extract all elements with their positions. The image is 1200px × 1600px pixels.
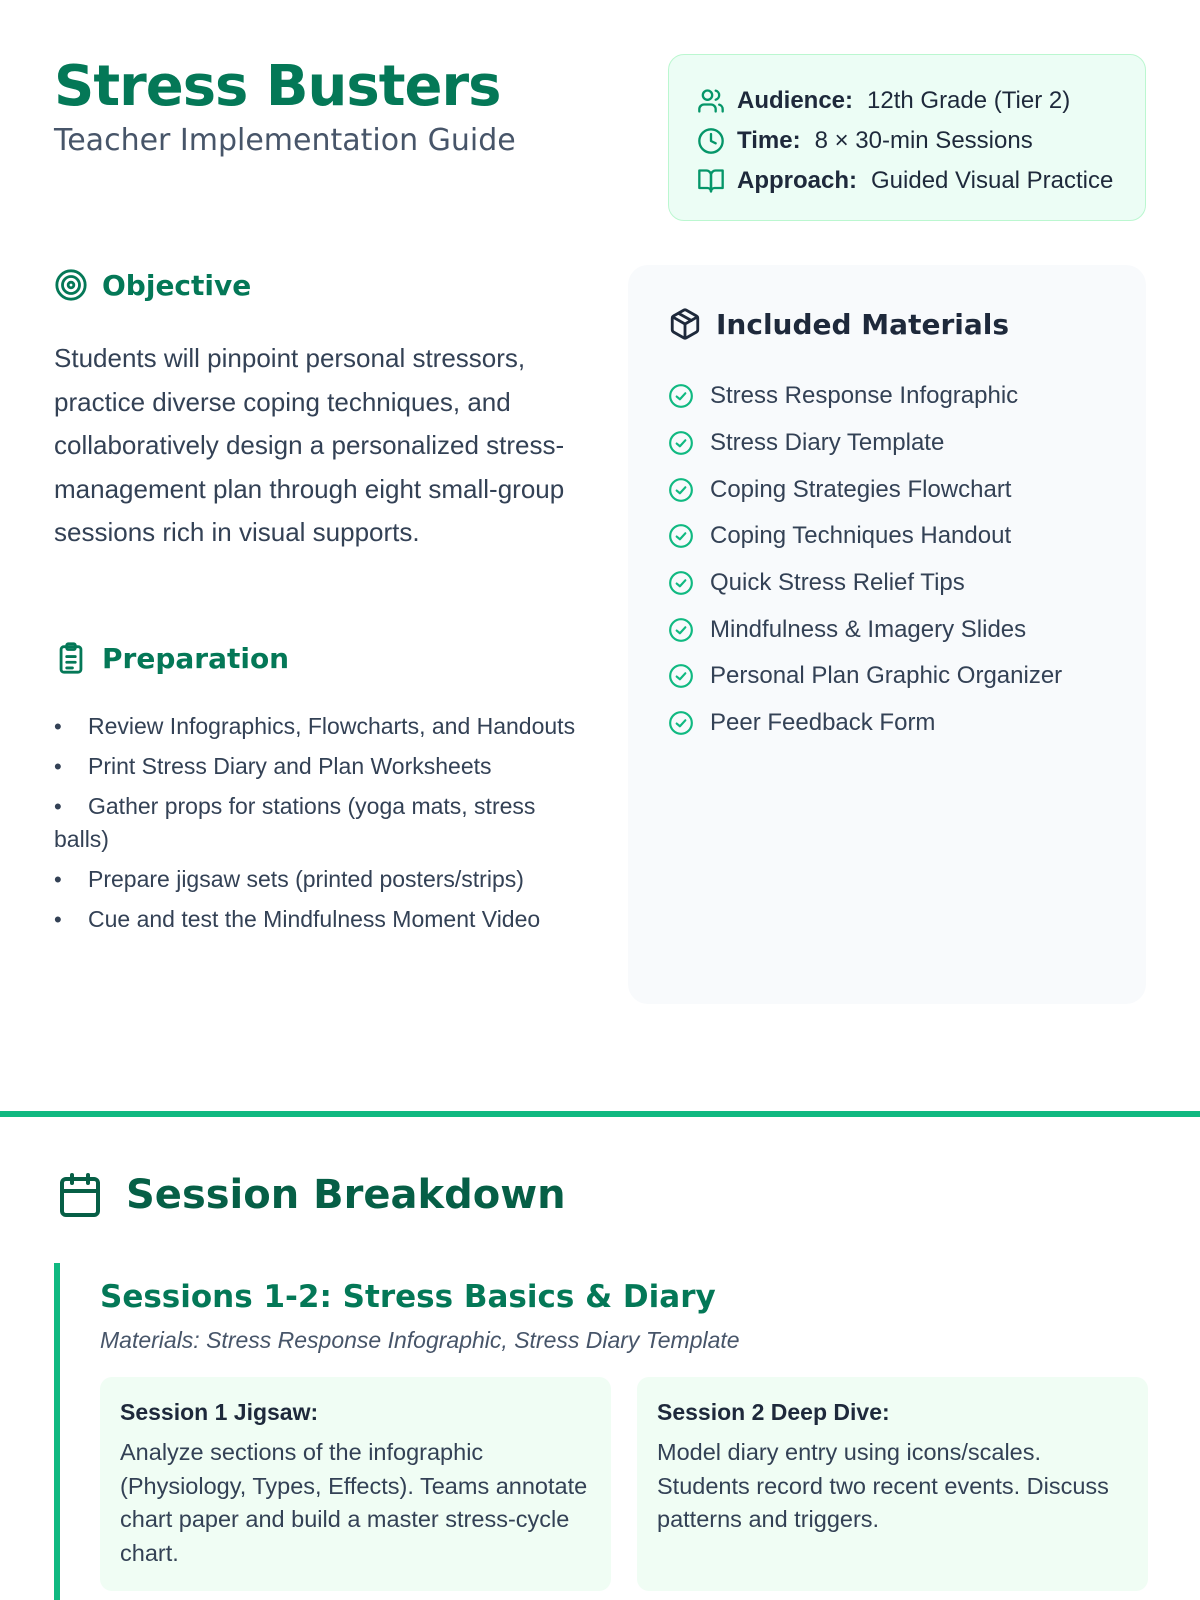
session-materials: Materials: Stress Response Infographic, Stress Diary Template [100, 1327, 740, 1353]
session-breakdown-label: Session Breakdown [126, 1172, 566, 1218]
check-circle-icon [668, 617, 694, 643]
target-icon [54, 268, 88, 302]
objective-text: Students will pinpoint personal stressors, practice diverse coping techniques, and collaboratively design a personalized stress-management plan through eight small-group sessions rich in visual supports. [54, 343, 565, 547]
list-item: • Prepare jigsaw sets (printed posters/strips) [54, 863, 594, 896]
session-card-title: Session 1 Jigsaw: [120, 1399, 319, 1425]
check-circle-icon [668, 523, 694, 549]
material-label: Coping Strategies Flowchart [710, 475, 1012, 503]
session-card-body: Analyze sections of the infographic (Physiology, Types, Effects). Teams annotate chart paper and build a master stress-cycle chart. [120, 1439, 588, 1566]
objective-heading-label: Objective [102, 268, 252, 302]
list-item [668, 420, 1062, 467]
session-card-title: Session 2 Deep Dive: [657, 1399, 890, 1425]
list-item: • Cue and test the Mindfulness Moment Video [54, 903, 594, 936]
meta-value: Guided Visual Practice [871, 167, 1114, 194]
preparation-list [54, 710, 594, 943]
meta-value: 12th Grade (Tier 2) [867, 87, 1071, 114]
list-item [668, 513, 1062, 560]
session-breakdown-heading [56, 1170, 566, 1220]
material-label: Personal Plan Graphic Organizer [710, 662, 1063, 690]
meta-label: Time: [737, 127, 801, 154]
material-label: Coping Techniques Handout [710, 522, 1012, 550]
session-card [637, 1377, 1148, 1591]
list-item [668, 700, 1062, 747]
list-item [668, 606, 1062, 653]
check-circle-icon [668, 477, 694, 503]
section-divider [0, 1111, 1200, 1117]
list-item [668, 560, 1062, 607]
list-item [668, 466, 1062, 513]
check-circle-icon [668, 663, 694, 689]
meta-info-box [668, 54, 1146, 221]
meta-value: 8 × 30-min Sessions [814, 127, 1033, 154]
users-icon [697, 87, 725, 115]
materials-heading-label: Included Materials [716, 307, 1010, 341]
material-label: Peer Feedback Form [710, 709, 936, 737]
clipboard-icon [54, 641, 88, 675]
material-label: Stress Diary Template [710, 429, 945, 457]
page-title: Stress Busters [54, 54, 501, 119]
check-circle-icon [668, 430, 694, 456]
check-circle-icon [668, 383, 694, 409]
meta-label: Approach: [737, 167, 857, 194]
material-label: Stress Response Infographic [710, 382, 1019, 410]
list-item [668, 653, 1062, 700]
materials-heading [668, 307, 1009, 341]
materials-list [668, 373, 1062, 747]
list-item: • Review Infographics, Flowcharts, and Handouts [54, 710, 594, 743]
meta-audience [697, 81, 1145, 121]
meta-approach [697, 161, 1145, 201]
session-card-body: Model diary entry using icons/scales. Students record two recent events. Discuss patterns and triggers. [657, 1439, 1109, 1532]
preparation-heading-label: Preparation [102, 641, 290, 675]
session-title: Sessions 1-2: Stress Basics & Diary [100, 1279, 716, 1315]
book-icon [697, 167, 725, 195]
session-block [54, 1263, 1154, 1600]
session-card [100, 1377, 611, 1591]
check-circle-icon [668, 570, 694, 596]
objective-heading [54, 268, 251, 302]
preparation-heading [54, 641, 289, 675]
materials-card [628, 265, 1146, 1004]
meta-label: Audience: [737, 87, 854, 114]
package-icon [668, 307, 702, 341]
material-label: Mindfulness & Imagery Slides [710, 615, 1027, 643]
check-circle-icon [668, 710, 694, 736]
page-subtitle: Teacher Implementation Guide [54, 123, 516, 158]
calendar-icon [56, 1170, 104, 1220]
meta-time [697, 121, 1145, 161]
list-item [668, 373, 1062, 420]
material-label: Quick Stress Relief Tips [710, 569, 965, 597]
list-item: • Print Stress Diary and Plan Worksheets [54, 750, 594, 783]
list-item: • Gather props for stations (yoga mats, stress balls) [54, 790, 594, 856]
clock-icon [697, 127, 725, 155]
